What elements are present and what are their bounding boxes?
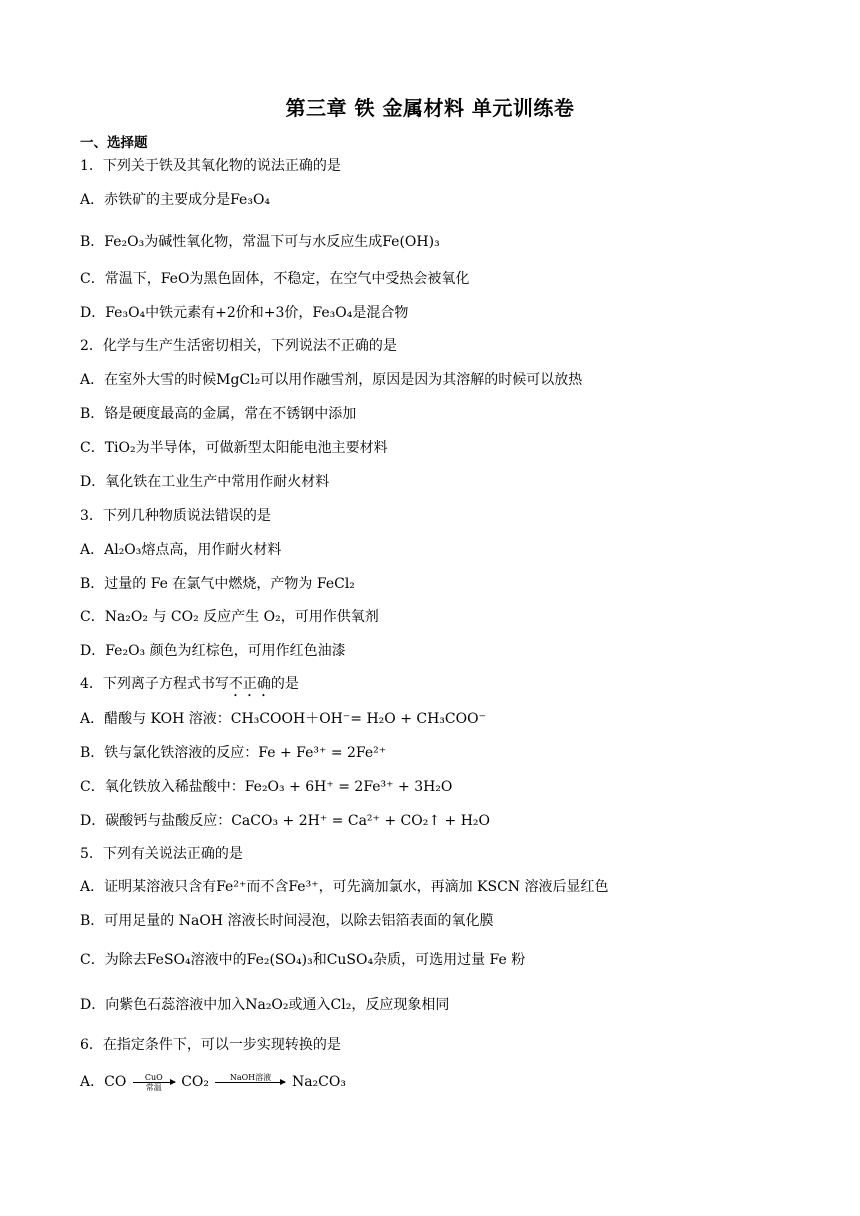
section-heading: 一、选择题 [80,135,148,151]
arrow-2-reagent: NaOH溶液 [229,1072,272,1082]
reaction-arrow-2 [215,1073,285,1092]
reaction-arrow-1 [133,1073,175,1092]
option-4d: D．碳酸钙与盐酸反应：CaCO₃ + 2H⁺ = Ca²⁺ + CO₂↑ + H₂O [80,813,491,829]
emphasized-text: 不正确 [228,676,271,692]
option-6a-prefix: A．CO [80,1074,127,1090]
option-3b: B．过量的 Fe 在氯气中燃烧，产物为 FeCl₂ [80,576,355,592]
option-1d: D．Fe₃O₄中铁元素有+2价和+3价，Fe₃O₄是混合物 [80,305,409,321]
option-5b: B．可用足量的 NaOH 溶液长时间浸泡，以除去铝箔表面的氧化膜 [80,913,494,929]
option-4b: B．铁与氯化铁溶液的反应：Fe + Fe³⁺ = 2Fe²⁺ [80,745,387,761]
option-5a: A．证明某溶液只含有Fe²⁺而不含Fe³⁺，可先滴加氯水，再滴加 KSCN 溶液后显红色 [80,879,609,895]
arrow-2-shaft [215,1082,285,1083]
page-title: 第三章 铁 金属材料 单元训练卷 [285,96,575,120]
question-1: 1．下列关于铁及其氧化物的说法正确的是 [80,158,341,174]
question-5: 5．下列有关说法正确的是 [80,846,243,862]
question-3: 3．下列几种物质说法错误的是 [80,508,271,524]
option-2d: D．氧化铁在工业生产中常用作耐火材料 [80,474,330,490]
option-6a-middle: CO₂ [181,1074,210,1090]
question-4: 4．下列离子方程式书写不正确的是 [80,676,299,692]
option-1b: B．Fe₂O₃为碱性氧化物，常温下可与水反应生成Fe(OH)₃ [80,234,440,250]
arrow-1-condition: 常温 [145,1082,162,1092]
question-2: 2．化学与生产生活密切相关，下列说法不正确的是 [80,338,397,354]
option-6a-suffix: Na₂CO₃ [291,1074,346,1090]
question-6: 6．在指定条件下，可以一步实现转换的是 [80,1037,341,1053]
option-5d: D．向紫色石蕊溶液中加入Na₂O₂或通入Cl₂，反应现象相同 [80,997,450,1013]
option-4c: C．氧化铁放入稀盐酸中：Fe₂O₃ + 6H⁺ = 2Fe³⁺ + 3H₂O [80,779,453,795]
option-2a: A．在室外大雪的时候MgCl₂可以用作融雪剂，原因是因为其溶解的时候可以放热 [80,372,583,388]
option-2c: C．TiO₂为半导体，可做新型太阳能电池主要材料 [80,440,388,456]
option-6a [80,1072,346,1092]
arrow-1-reagent: CuO [144,1072,163,1082]
option-5c: C．为除去FeSO₄溶液中的Fe₂(SO₄)₃和CuSO₄杂质，可选用过量 Fe 粉 [80,952,526,968]
option-1c: C．常温下，FeO为黑色固体，不稳定，在空气中受热会被氧化 [80,271,470,287]
option-3a: A．Al₂O₃熔点高，用作耐火材料 [80,542,282,558]
option-3c: C．Na₂O₂ 与 CO₂ 反应产生 O₂，可用作供氧剂 [80,609,379,625]
arrow-1-shaft [133,1082,175,1083]
option-2b: B．铬是硬度最高的金属，常在不锈钢中添加 [80,406,357,422]
option-4a: A．醋酸与 KOH 溶液：CH₃COOH＋OH⁻= H₂O + CH₃COO⁻ [80,711,486,727]
option-1a: A．赤铁矿的主要成分是Fe₃O₄ [80,192,271,208]
option-3d: D．Fe₂O₃ 颜色为红棕色，可用作红色油漆 [80,643,346,659]
